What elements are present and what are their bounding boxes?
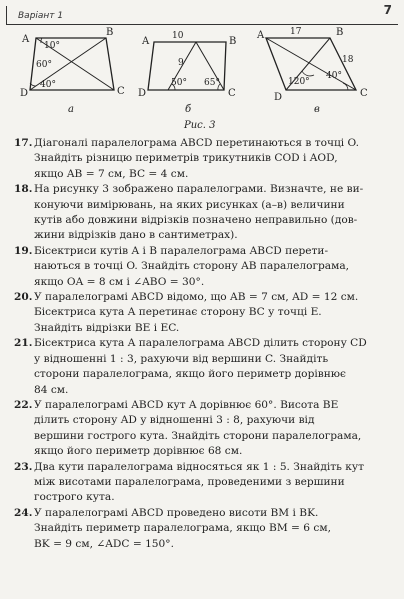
- fig-b-side-10: 10: [172, 31, 184, 41]
- fig-a-vertex-b: B: [106, 27, 114, 38]
- problem-text: Діагоналі паралелограма ABCD перетинаються в точці O. Знайдіть різницю периметрів трикутників COD і AOD, якщо AB = 7 см, BC = 4 см.: [34, 137, 359, 180]
- problem-20: [14, 290, 392, 336]
- fig-b-vertex-c: C: [228, 88, 236, 99]
- problem-number: 22.: [14, 398, 33, 411]
- fig-b-angle-50: 50°: [171, 78, 187, 88]
- parallelogram-c: [256, 27, 368, 115]
- problem-text: На рисунку 3 зображено паралелограми. Визначте, не ви- конуючи вимірювань, на яких рисунках (а–в) величини кутів або довжини відрізків позначено неправильно (дов- жини відрізків дано в сантиметрах).: [34, 183, 364, 242]
- fig-b-vertex-b: B: [229, 36, 237, 47]
- fig-b-sublabel: б: [185, 104, 192, 115]
- problem-number: 17.: [14, 137, 33, 149]
- fig-c-side-18: 18: [342, 55, 354, 65]
- fig-a-angle-60: 60°: [36, 60, 52, 70]
- fig-c-vertex-b: B: [336, 27, 344, 38]
- fig-a-angle-10: 10°: [44, 41, 60, 51]
- problem-text: Бісектриса кута A паралелограма ABCD ділить сторону CD у відношенні 1 : 3, рахуючи від вершини C. Знайдіть сторони паралелограма, якщо його периметр дорівнює 84 см.: [34, 337, 367, 396]
- problem-text: У паралелограмі ABCD кут A дорівнює 60°. Висота BE ділить сторону AD у відношенні 3 : 8, рахуючи від вершини гострого кута. Знайдіть сторони паралелограма, якщо його периметр дорівнює 68 см.: [34, 398, 362, 458]
- fig-c-angle-40: 40°: [326, 71, 342, 81]
- fig-a-vertex-a: A: [22, 34, 30, 45]
- fig-c-vertex-d: D: [274, 92, 283, 103]
- problem-number: 18.: [14, 183, 33, 196]
- fig-a-angle-40: 40°: [40, 80, 56, 90]
- fig-c-vertex-a: A: [257, 30, 265, 41]
- fig-c-vertex-c: C: [360, 88, 368, 99]
- problem-text: Два кути паралелограма відносяться як 1 : 5. Знайдіть кут між висотами паралелограма, проведеними з вершини гострого кута.: [34, 460, 364, 504]
- problem-number: 19.: [14, 244, 33, 257]
- problem-17: [14, 136, 392, 182]
- parallelogram-a: [20, 27, 125, 115]
- fig-a-vertex-d: D: [20, 88, 29, 99]
- fig-b-vertex-d: D: [138, 88, 147, 99]
- fig-c-side-17: 17: [290, 27, 302, 37]
- problem-23: [14, 460, 392, 506]
- fig-c-sublabel: в: [314, 104, 320, 115]
- problem-19: [14, 244, 392, 290]
- problem-text: Бісектриси кутів A і B паралелограма ABCD перети- наються в точці O. Знайдіть сторону AB паралелограма, якщо OA = 8 см і ∠ABO = 30°.: [34, 244, 350, 288]
- problem-text: У паралелограмі ABCD проведено висоти BM і BK. Знайдіть периметр паралелограма, якщо BM = 6 см, BK = 9 см, ∠ADC = 150°.: [34, 506, 331, 550]
- parallelogram-b: [138, 31, 236, 115]
- problem-list: [14, 136, 392, 552]
- variant-label: Варіант 1: [18, 11, 64, 21]
- problem-number: 20.: [14, 291, 33, 304]
- problem-22: [14, 398, 392, 460]
- fig-b-vertex-a: A: [142, 36, 150, 47]
- figure-3: [0, 22, 404, 134]
- page-number: 7: [383, 3, 392, 17]
- fig-b-segment-9: 9: [178, 58, 184, 68]
- problem-number: 21.: [14, 337, 33, 350]
- fig-b-angle-65: 65°: [204, 78, 220, 88]
- problem-number: 24.: [14, 506, 33, 519]
- problem-24: [14, 506, 392, 552]
- problem-18: [14, 182, 392, 244]
- fig-c-angle-120: 120°: [288, 77, 310, 87]
- fig-a-sublabel: а: [68, 104, 74, 115]
- page-header: [6, 0, 398, 22]
- fig-a-vertex-c: C: [117, 86, 125, 97]
- problem-21: [14, 336, 392, 398]
- figure-caption: Рис. 3: [184, 120, 216, 131]
- problem-number: 23.: [14, 460, 33, 473]
- problem-text: У паралелограмі ABCD відомо, що AB = 7 см, AD = 12 см. Бісектриса кута A перетинає сторону BC у точці E. Знайдіть відрізки BE і EC.: [34, 291, 359, 334]
